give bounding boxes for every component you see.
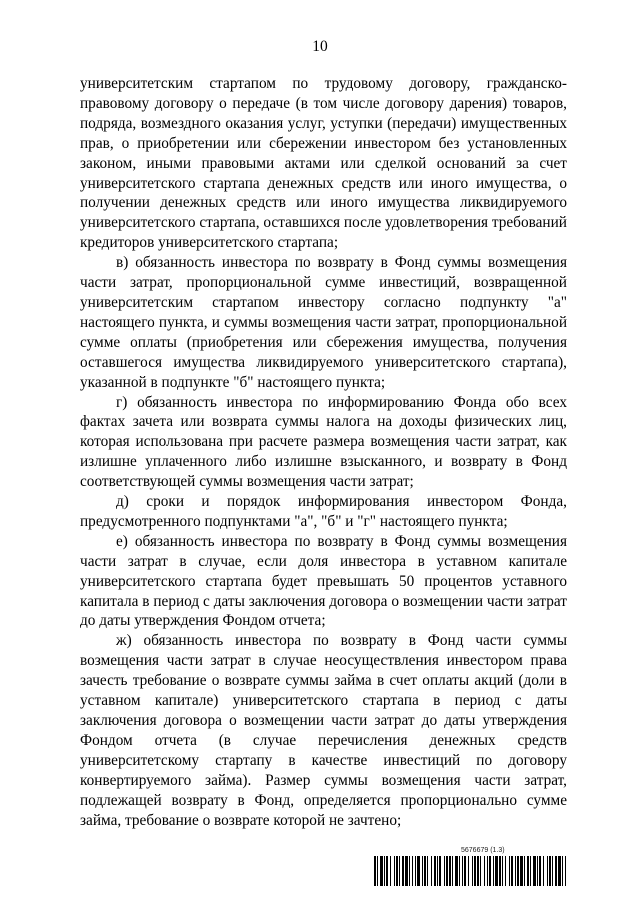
barcode-bar [555, 856, 557, 886]
barcode-bar [415, 856, 416, 886]
paragraph-item-e: е) обязанность инвестора по возврату в Фонд суммы возмещения части затрат в случае, если доля инвестора в уставном капитале университетского стартапа будет превышать 50 процентов уставного капитала в период с даты заключения договора о возмещении части затрат до даты утверждения Фондом отчета; [80, 532, 567, 630]
paragraph-item-zh: ж) обязанность инвестора по возврату в Фонд части суммы возмещения части затрат в случае неосуществления инвестором права зачесть требование о возврате суммы займа в счет оплаты акций (доли в уставном капитале) университетского стартапа в период с даты заключения договора о возмещении части затрат до даты утверждения Фондом отчета (в случае перечисления денежных средств университетскому стартапу в качестве инвестиций по договору конвертируемого займа). Размер суммы возмещения части затрат, подлежащей возврату в Фонд, определяется пропорционально сумме займа, требование о возврате которой не зачтено; [80, 632, 567, 829]
barcode-bar [384, 856, 385, 886]
barcode-image [374, 856, 568, 886]
barcode-bar [377, 856, 378, 886]
barcode-bar [511, 856, 513, 886]
barcode-bar [409, 856, 410, 886]
barcode-bar [524, 856, 525, 886]
barcode-bar [487, 856, 488, 886]
barcode-bar [431, 856, 432, 886]
barcode-bar [517, 856, 519, 886]
barcode-bar [380, 856, 383, 886]
barcode-bar [424, 856, 426, 886]
barcode-caption: 5676679 (1.3) [461, 847, 505, 854]
barcode-bar [480, 856, 481, 886]
barcode-bar [527, 856, 529, 886]
barcode-bar [489, 856, 491, 886]
barcode-bar [562, 856, 563, 886]
barcode-bar [452, 856, 453, 886]
barcode-bar [468, 856, 469, 886]
barcode-bar [422, 856, 423, 886]
barcode-bar [405, 856, 408, 886]
barcode-bar [394, 856, 395, 886]
barcode-bar [374, 856, 376, 886]
barcode-bar [434, 856, 436, 886]
barcode-bar [402, 856, 404, 886]
barcode-bar [558, 856, 561, 886]
barcode-bar [495, 856, 498, 886]
barcode-bar [462, 856, 463, 886]
barcode-bar [484, 856, 485, 886]
barcode-bar [455, 856, 458, 886]
barcode-bar [446, 856, 448, 886]
barcode-bar [533, 856, 536, 886]
barcode-bar [520, 856, 523, 886]
paragraph-item-d: д) сроки и порядок информирования инвестором Фонда, предусмотренного подпунктами "а", "б" и "г" настоящего пункта; [80, 493, 567, 530]
barcode-bar [444, 856, 445, 886]
barcode-bar [399, 856, 400, 886]
barcode-bar [474, 856, 476, 886]
barcode-bar [417, 856, 420, 886]
barcode-bar [386, 856, 388, 886]
barcode-bar [565, 856, 566, 886]
barcode-bar [515, 856, 516, 886]
barcode-bar [390, 856, 391, 886]
document-body [80, 74, 567, 830]
barcode-bar [543, 856, 544, 886]
barcode-bar [537, 856, 538, 886]
barcode-bar [437, 856, 438, 886]
barcode-bar [493, 856, 494, 886]
paragraph-item-v: в) обязанность инвестора по возврату в Фонд суммы возмещения части затрат, пропорциональной сумме инвестиций, возвращенной университетским стартапом инвестору согласно подпункту "а" настоящего пункта, и суммы возмещения части затрат, пропорциональной сумме оплаты (приобретения или сбережения имущества, получения оставшегося имущества ликвидируемого университетского стартапа), указанной в подпункте "б" настоящего пункта; [80, 254, 567, 391]
barcode-bar [477, 856, 479, 886]
barcode-bar [449, 856, 451, 886]
barcode-bar [427, 856, 428, 886]
barcode-bar [530, 856, 531, 886]
barcode-bar [464, 856, 466, 886]
barcode-bar [472, 856, 473, 886]
barcode-bar [509, 856, 510, 886]
page-number: 10 [312, 38, 328, 55]
paragraph-item-g: г) обязанность инвестора по информированию Фонда обо всех фактах зачета или возврата суммы налога на доходы физических лиц, которая использована при расчете размера возмещения части затрат, как излишне уплаченного либо излишне взысканного, и возврату в Фонд соответствующей суммы возмещения части затрат; [80, 393, 567, 491]
barcode-bar [539, 856, 541, 886]
barcode-bar [502, 856, 503, 886]
barcode-bar [547, 856, 548, 886]
barcode-bar [499, 856, 501, 886]
barcode-bar [549, 856, 551, 886]
barcode-bar [396, 856, 398, 886]
barcode-bar [439, 856, 441, 886]
barcode-bar [412, 856, 413, 886]
paragraph-continuation: университетским стартапом по трудовому договору, гражданско-правовому договору о передаче (в том числе договору дарения) товаров, подряда, возмездного оказания услуг, уступки (передачи) имущественных прав, о приобретении или сбережении инвестором без установленных законом, иными правовыми актами или сделкой оснований за счет университетского стартапа денежных средств или иного имущества, о получении денежных средств или иного имущества ликвидируемого университетского стартапа, оставшихся после удовлетворения требований кредиторов университетского стартапа; [80, 75, 567, 252]
barcode-bar [459, 856, 460, 886]
barcode-bar [505, 856, 506, 886]
barcode-bar [552, 856, 553, 886]
